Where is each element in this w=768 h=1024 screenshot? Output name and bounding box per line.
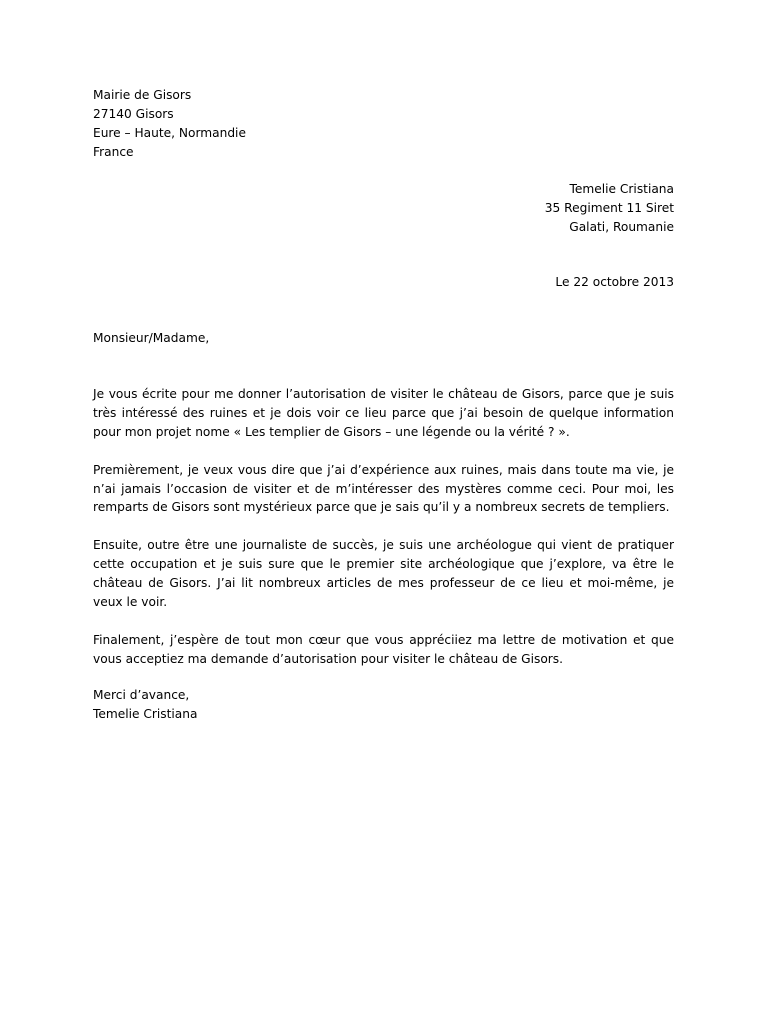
letter-body [93, 385, 674, 687]
body-paragraph: Finalement, j’espère de tout mon cœur que vous appréciiez ma lettre de motivation et que vous acceptiez ma demande d’autorisation pour visiter le château de Gisors. [93, 632, 674, 666]
sender-line: Galati, Roumanie [569, 219, 674, 234]
recipient-line: Mairie de Gisors [93, 88, 192, 102]
salutation: Monsieur/Madame, [93, 331, 210, 345]
body-paragraph: Ensuite, outre être une journaliste de succès, je suis une archéologue qui vient de pratiquer cette occupation et je suis sure que le premier site archéologique que j’explore, va être le château de Gisors. J’ai lit nombreux articles de mes professeur de ce lieu et moi-même, je veux le voir. [93, 538, 674, 609]
recipient-address [93, 86, 393, 162]
body-paragraph: Je vous écrite pour me donner l’autorisation de visiter le château de Gisors, parce que je suis très intéressé des ruines et je dois voir ce lieu parce que j’ai besoin de quelque information pour mon projet nome « Les templier de Gisors – une légende ou la vérité ? ». [93, 387, 674, 439]
letter-date: Le 22 octobre 2013 [555, 275, 674, 289]
signature-name: Temelie Cristiana [93, 706, 198, 721]
recipient-line: Eure – Haute, Normandie [93, 125, 246, 140]
sender-line: 35 Regiment 11 Siret [544, 200, 674, 215]
sender-line: Temelie Cristiana [569, 182, 674, 196]
recipient-line: France [93, 144, 134, 159]
sender-address [374, 180, 674, 237]
closing [93, 686, 493, 724]
body-paragraph: Premièrement, je veux vous dire que j’ai d’expérience aux ruines, mais dans toute ma vie, je n’ai jamais l’occasion de visiter et de m’intéresser des mystères comme ceci. Pour moi, les remparts de Gisors sont mystérieux parce que je sais qu’il y a nombreux secrets de templiers. [93, 462, 674, 515]
recipient-line: 27140 Gisors [93, 106, 174, 121]
closing-line: Merci d’avance, [93, 688, 190, 702]
